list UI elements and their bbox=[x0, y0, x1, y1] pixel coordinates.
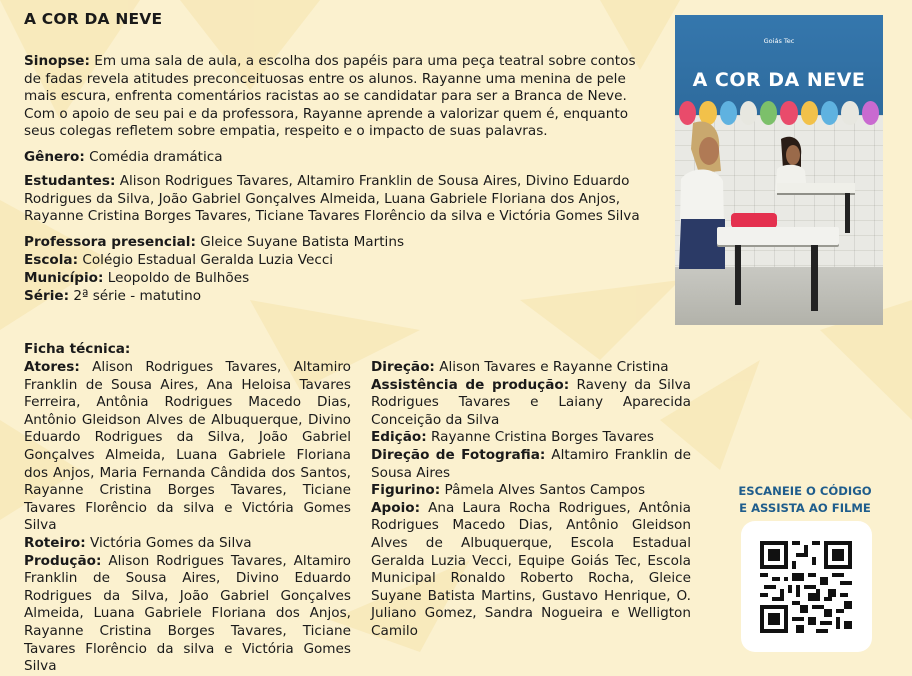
credit-editing bbox=[371, 429, 691, 447]
credit-value: Rayanne Cristina Borges Tavares bbox=[426, 429, 654, 446]
poster-red-bag bbox=[731, 213, 777, 228]
students bbox=[24, 173, 656, 226]
poster-title: A COR DA NEVE bbox=[692, 69, 866, 91]
credit-label: Direção: bbox=[371, 359, 435, 375]
teacher-value: Gleice Suyane Batista Martins bbox=[195, 234, 405, 250]
scan-line-2: E ASSISTA AO FILME bbox=[739, 501, 871, 515]
credit-label: Produção: bbox=[24, 552, 102, 569]
credit-support bbox=[371, 500, 691, 641]
poster-desk-leg bbox=[735, 245, 741, 305]
school bbox=[24, 251, 656, 269]
credit-label: Edição: bbox=[371, 429, 427, 446]
credit-production bbox=[24, 553, 351, 676]
credit-value: Alison Rodrigues Tavares, Altamiro Franklin de Sousa Aires, Divino Eduardo Rodrigues da Silva, João Gabriel Gonçalves Almeida, Luana Gabriele Floriana dos Anjos, Rayanne Cristina Borges Tavares, Ticiane Tavares Florêncio da silva e Victória Gomes Silva bbox=[24, 552, 351, 675]
credit-value: Alison Tavares e Rayanne Cristina bbox=[434, 359, 669, 375]
credit-production-assistance bbox=[371, 377, 691, 430]
credit-label: Figurino: bbox=[371, 482, 441, 499]
genre-value: Comédia dramática bbox=[84, 149, 223, 165]
grade-value: 2ª série - matutino bbox=[69, 288, 202, 304]
credit-value: Alison Rodrigues Tavares, Altamiro Franklin de Sousa Aires, Ana Heloisa Tavares Ferreira, Antônia Rodrigues Macedo Dias, Antônio Gleidson Alves de Albuquerque, Divino Eduardo Rodrigues da Silva, João Gabriel Gonçalves Almeida, Luana Gabriele Floriana dos Anjos, Maria Fernanda Cândida dos Santos, Rayanne Cristina Borges Tavares, Ticiane Tavares Florêncio da silva e Victória Gomes Silva bbox=[24, 359, 351, 534]
credits-left-column bbox=[24, 359, 351, 676]
city-label: Município: bbox=[24, 270, 104, 286]
scan-instructions bbox=[731, 483, 879, 517]
qr-code-icon bbox=[760, 541, 852, 633]
qr-code[interactable] bbox=[741, 521, 872, 652]
credit-script bbox=[24, 535, 351, 553]
poster-floor bbox=[675, 267, 883, 325]
synopsis-text: Em uma sala de aula, a escolha dos papéis para uma peça teatral sobre contos de fadas revela atitudes preconceituosas entre os alunos. Rayanne uma menina de pele mais escura, enfrenta comentários racistas ao se candidatar para ser a Branca de Neve. Com o apoio de seu pai e da professora, Rayanne aprende a valorizar quem é, enquanto seus colegas refletem sobre empatia, respeito e o impacto de suas palavras. bbox=[24, 53, 636, 140]
poster-girl-foreground bbox=[679, 119, 727, 269]
students-value: Alison Rodrigues Tavares, Altamiro Franklin de Sousa Aires, Divino Eduardo Rodrigues da Silva, João Gabriel Gonçalves Almeida, Luana Gabriele Floriana dos Anjos, Rayanne Cristina Borges Tavares, Ticiane Tavares Florêncio da silva e Victória Gomes Silva bbox=[24, 173, 640, 225]
ficha-tecnica-title: Ficha técnica: bbox=[24, 341, 131, 357]
city-value: Leopoldo de Bulhões bbox=[103, 270, 250, 286]
poster-desk bbox=[717, 227, 839, 245]
credit-label: Roteiro: bbox=[24, 534, 86, 551]
credit-photography bbox=[371, 447, 691, 482]
teacher bbox=[24, 233, 656, 251]
credit-actors bbox=[24, 359, 351, 535]
school-label: Escola: bbox=[24, 252, 79, 268]
scan-line-1: ESCANEIE O CÓDIGO bbox=[738, 484, 872, 498]
credit-value: Raveny da Silva Rodrigues Tavares e Laiany Aparecida Conceição da Silva bbox=[371, 376, 692, 428]
genre bbox=[24, 149, 656, 167]
genre-label: Gênero: bbox=[24, 149, 85, 165]
poster-logo: Goiás Tec bbox=[763, 37, 795, 45]
poster-back-desk bbox=[777, 183, 855, 193]
credit-label: Assistência de produção: bbox=[371, 376, 570, 393]
school-value: Colégio Estadual Geralda Luzia Vecci bbox=[78, 252, 334, 268]
film-poster bbox=[675, 15, 883, 325]
credit-label: Apoio: bbox=[371, 499, 421, 516]
grade bbox=[24, 287, 656, 305]
credit-value: Victória Gomes da Silva bbox=[85, 534, 252, 551]
credit-costume bbox=[371, 482, 691, 500]
teacher-label: Professora presencial: bbox=[24, 234, 196, 250]
credit-value: Altamiro Franklin de Sousa Aires bbox=[371, 446, 691, 481]
synopsis-label: Sinopse: bbox=[24, 53, 90, 69]
credit-direction bbox=[371, 359, 691, 377]
credits-right-column bbox=[371, 359, 691, 641]
poster-sky bbox=[675, 15, 883, 115]
poster-back-desk-leg bbox=[845, 193, 850, 233]
grade-label: Série: bbox=[24, 288, 70, 304]
city bbox=[24, 269, 656, 287]
credit-label: Direção de Fotografia: bbox=[371, 446, 546, 463]
film-title: A COR DA NEVE bbox=[24, 10, 163, 28]
credit-value: Ana Laura Rocha Rodrigues, Antônia Rodrigues Macedo Dias, Antônio Gleidson Alves de Albuquerque, Escola Estadual Geralda Luzia Vecci, Equipe Goiás Tec, Escola Municipal Ronaldo Roberto Rocha, Gleice Suyane Batista Martins, Gustavo Henrique, O. Juliano Gomez, Sandra Nogueira e Welligton Camilo bbox=[371, 499, 691, 639]
students-label: Estudantes: bbox=[24, 173, 116, 189]
credit-value: Pâmela Alves Santos Campos bbox=[440, 482, 646, 499]
synopsis bbox=[24, 53, 656, 141]
school-info bbox=[24, 233, 656, 305]
poster-desk-leg bbox=[811, 245, 818, 311]
credit-label: Atores: bbox=[24, 359, 80, 375]
